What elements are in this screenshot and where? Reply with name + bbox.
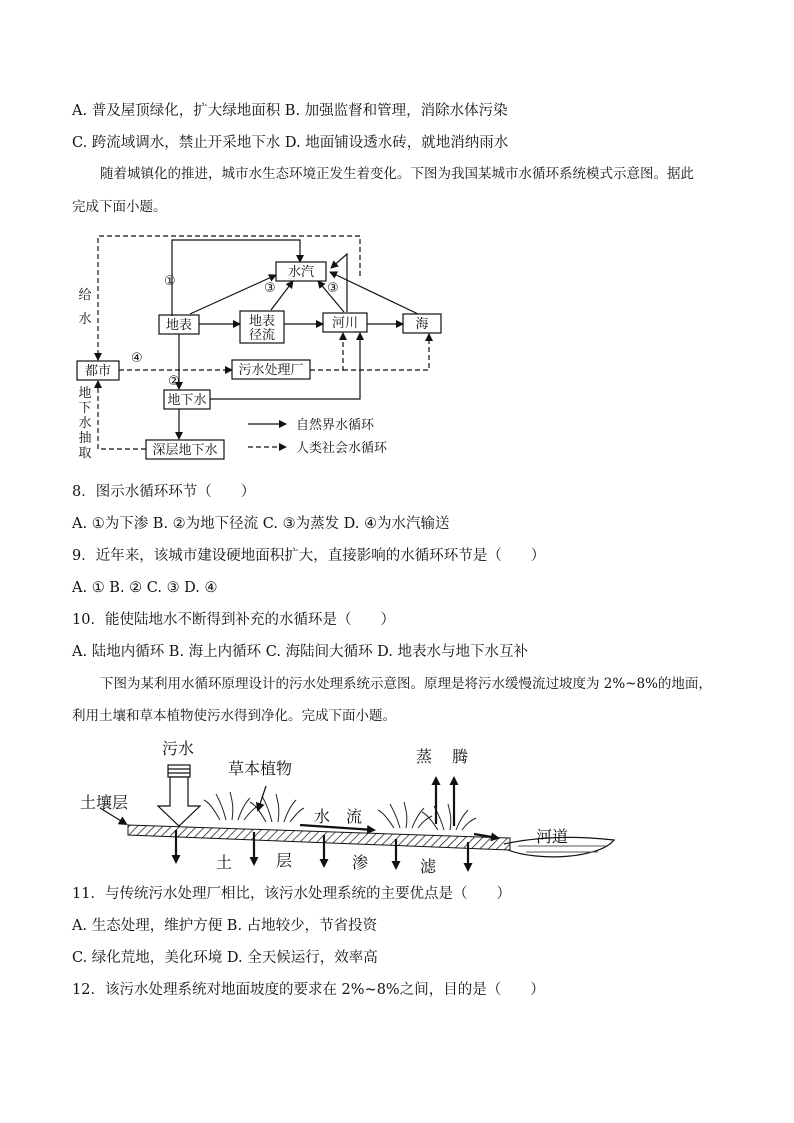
mark-4: ④ <box>131 351 143 366</box>
label-water-supply-1: 给 <box>78 288 92 303</box>
sewage-treatment-diagram <box>70 732 630 882</box>
label-runoff-1: 地表 <box>248 314 276 329</box>
label-plants: 草本植物 <box>228 759 293 778</box>
legend-natural: 自然界水循环 <box>296 418 375 433</box>
label-city: 都市 <box>84 364 112 379</box>
q11-options-ab: A. 生态处理，维护方便 B. 占地较少，节省投资 <box>72 918 378 934</box>
q9-stem: 9．近年来，该城市建设硬地面积扩大，直接影响的水循环环节是（ ） <box>72 548 546 564</box>
previous-options-cd: C. 跨流域调水，禁止开采地下水 D. 地面铺设透水砖，就地消纳雨水 <box>72 135 509 151</box>
label-evap-1: 蒸 <box>416 747 433 766</box>
mark-1: ① <box>164 274 176 289</box>
mark-2: ② <box>168 374 180 389</box>
label-extract-5: 取 <box>78 446 92 461</box>
label-deep-groundwater: 深层地下水 <box>152 443 218 458</box>
label-soil-2: 层 <box>276 851 293 870</box>
label-sewage: 污水 <box>162 739 195 758</box>
label-surface: 地表 <box>165 318 193 333</box>
legend-human: 人类社会水循环 <box>296 441 388 456</box>
label-sewage-plant: 污水处理厂 <box>238 363 304 378</box>
label-seep-1: 渗 <box>352 853 369 872</box>
label-extract-1: 地 <box>78 386 92 401</box>
previous-options-ab: A. 普及屋顶绿化，扩大绿地面积 B. 加强监督和管理，消除水体污染 <box>72 103 508 119</box>
mark-3a: ③ <box>264 281 276 296</box>
water-cycle-diagram <box>60 228 480 468</box>
label-sea: 海 <box>415 317 429 332</box>
q12-stem: 12．该污水处理系统对地面坡度的要求在 2%~8%之间，目的是（ ） <box>72 982 545 998</box>
label-water: 水 <box>314 807 331 826</box>
passage-2-line-2: 利用土壤和草本植物使污水得到净化。完成下面小题。 <box>72 708 396 724</box>
q10-options: A. 陆地内循环 B. 海上内循环 C. 海陆间大循环 D. 地表水与地下水互补 <box>72 644 529 660</box>
label-groundwater: 地下水 <box>167 393 207 408</box>
passage-1-line-1: 随着城镇化的推进，城市水生态环境正发生着变化。下图为我国某城市水循环系统模式示意图。据此 <box>100 166 694 182</box>
label-water-supply-2: 水 <box>78 312 92 327</box>
label-runoff-2: 径流 <box>248 328 276 343</box>
passage-2-line-1: 下图为某利用水循环原理设计的污水处理系统示意图。原理是将污水缓慢流过坡度为 2%~8%的地面， <box>100 676 712 692</box>
passage-1-line-2: 完成下面小题。 <box>72 199 167 215</box>
label-evap-2: 腾 <box>452 747 469 766</box>
label-flow: 流 <box>346 807 363 826</box>
label-soil-layer: 土壤层 <box>80 793 129 812</box>
label-vapor: 水汽 <box>287 265 315 280</box>
q11-stem: 11．与传统污水处理厂相比，该污水处理系统的主要优点是（ ） <box>72 886 511 902</box>
q9-options: A. ① B. ② C. ③ D. ④ <box>72 580 218 596</box>
label-extract-3: 水 <box>78 416 92 431</box>
label-soil-1: 土 <box>216 853 233 872</box>
label-extract-4: 抽 <box>78 431 92 446</box>
label-extract-2: 下 <box>78 401 92 416</box>
q8-stem: 8．图示水循环环节（ ） <box>72 484 256 500</box>
q10-stem: 10．能使陆地水不断得到补充的水循环是（ ） <box>72 612 395 628</box>
label-channel: 河道 <box>536 827 569 846</box>
label-river: 河川 <box>331 316 359 331</box>
label-seep-2: 滤 <box>420 857 437 876</box>
mark-3b: ③ <box>327 281 339 296</box>
q8-options: A. ①为下渗 B. ②为地下径流 C. ③为蒸发 D. ④为水汽输送 <box>72 516 450 532</box>
q11-options-cd: C. 绿化荒地，美化环境 D. 全天候运行，效率高 <box>72 950 378 966</box>
